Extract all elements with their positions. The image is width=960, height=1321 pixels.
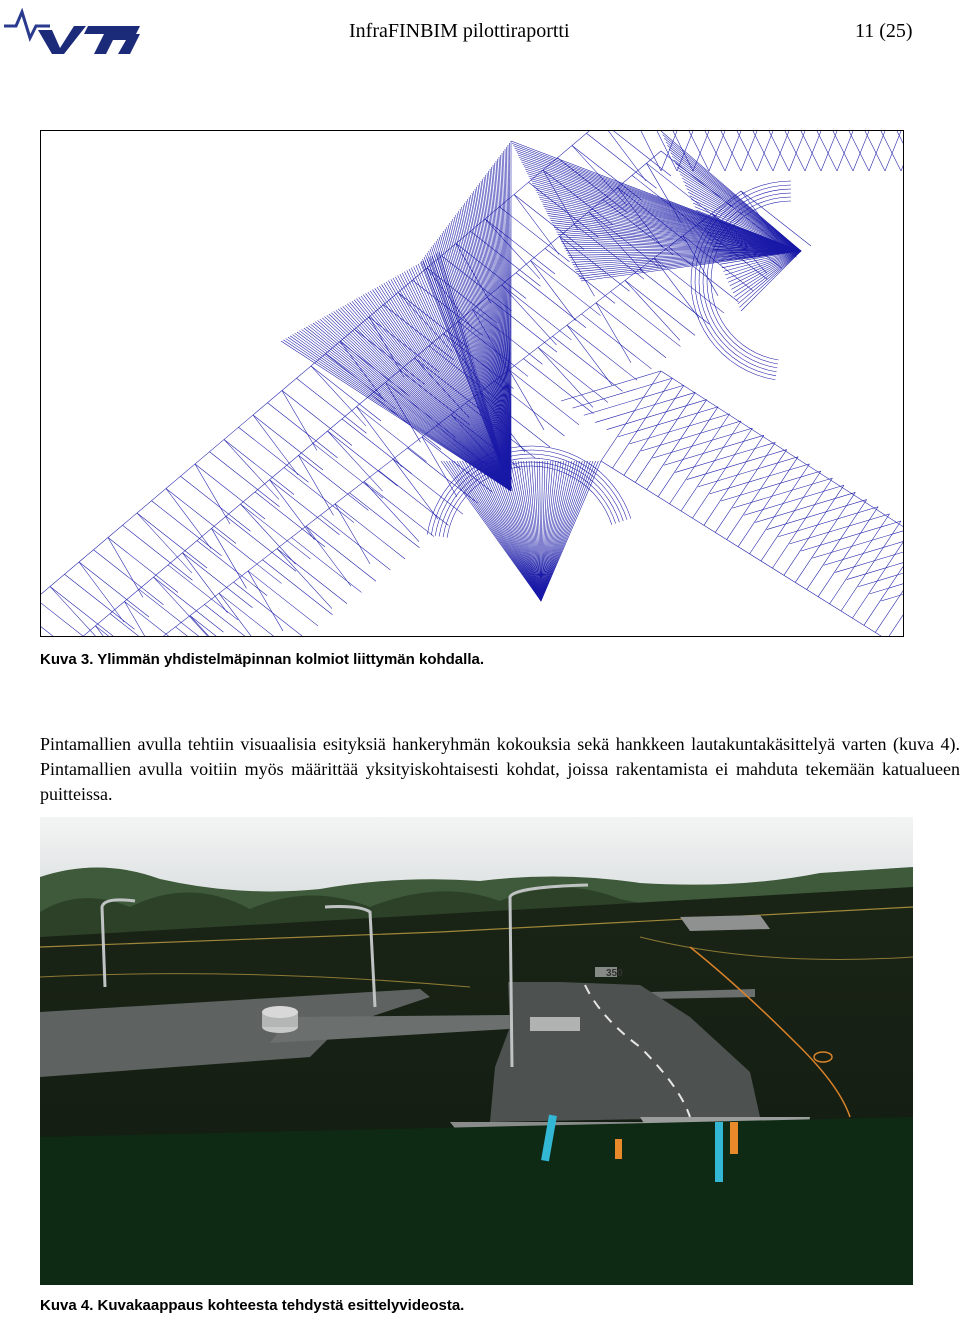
mesh-lines: [41, 131, 904, 637]
page-number: 11 (25): [855, 20, 913, 42]
road-scene-image: [40, 817, 913, 1285]
figure-4-caption: Kuva 4. Kuvakaappaus kohteesta tehdystä esittelyvideosta.: [40, 1297, 465, 1314]
triangle-mesh-drawing: [41, 131, 904, 637]
document-title: InfraFINBIM pilottiraportti: [349, 20, 570, 42]
vtt-logo: [2, 4, 142, 54]
road-station-label: 350: [606, 968, 623, 979]
mesh-figure: [40, 130, 904, 637]
road-render-figure: [40, 817, 913, 1285]
body-paragraph: Pintamallien avulla tehtiin visuaalisia esityksiä hankeryhmän kokouksia sekä hankkeen lautakuntakäsittelyä varten (kuva 4). Pintamallien avulla voitiin myös määrittää yksityiskohtaisesti kohdat, joissa rakentamista ei mahduta tekemään katualueen puitteissa.: [40, 734, 960, 804]
figure-3-caption: Kuva 3. Ylimmän yhdistelmäpinnan kolmiot liittymän kohdalla.: [40, 651, 484, 668]
